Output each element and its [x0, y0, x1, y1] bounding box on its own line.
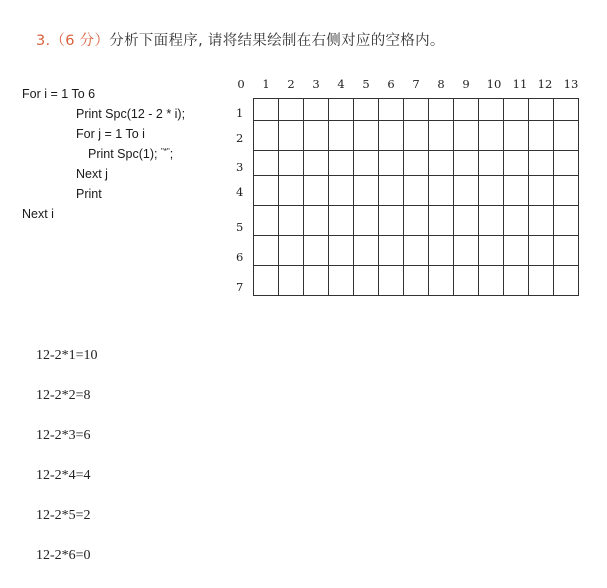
grid-cell[interactable] [279, 151, 304, 176]
grid-cell[interactable] [529, 266, 554, 296]
code-line-next-i: Next i [22, 207, 54, 221]
code-line-next-j: Next j [76, 167, 108, 181]
grid-cell[interactable] [429, 206, 454, 236]
grid-cell[interactable] [554, 151, 579, 176]
grid-cell[interactable] [429, 121, 454, 151]
grid-cell[interactable] [454, 121, 479, 151]
grid-cell[interactable] [479, 121, 504, 151]
column-label: 10 [486, 77, 502, 91]
column-label: 11 [512, 77, 528, 91]
grid-cell[interactable] [504, 206, 529, 236]
column-label: 5 [362, 77, 370, 91]
column-label: 2 [287, 77, 295, 91]
answer-line: 12-2*6=0 [36, 548, 91, 563]
grid-cell[interactable] [454, 236, 479, 266]
grid-cell[interactable] [404, 151, 429, 176]
answer-line: 12-2*4=4 [36, 468, 91, 483]
grid-cell[interactable] [354, 266, 379, 296]
grid-cell[interactable] [254, 121, 279, 151]
grid-cell[interactable] [529, 206, 554, 236]
grid-cell[interactable] [479, 99, 504, 121]
grid-cell[interactable] [304, 176, 329, 206]
grid-table [253, 98, 579, 296]
grid-cell[interactable] [254, 176, 279, 206]
column-label: 3 [312, 77, 320, 91]
grid-cell[interactable] [304, 236, 329, 266]
grid-cell[interactable] [429, 99, 454, 121]
grid-cell[interactable] [554, 176, 579, 206]
grid-cell[interactable] [354, 176, 379, 206]
answer-grid [253, 98, 579, 296]
grid-cell[interactable] [504, 121, 529, 151]
grid-cell[interactable] [404, 266, 429, 296]
grid-cell[interactable] [379, 99, 404, 121]
grid-cell[interactable] [354, 121, 379, 151]
grid-cell[interactable] [529, 176, 554, 206]
grid-cell[interactable] [529, 236, 554, 266]
grid-row [254, 206, 579, 236]
grid-cell[interactable] [329, 121, 354, 151]
grid-cell[interactable] [554, 266, 579, 296]
grid-cell[interactable] [279, 99, 304, 121]
grid-cell[interactable] [279, 121, 304, 151]
column-label: 7 [412, 77, 420, 91]
grid-cell[interactable] [379, 236, 404, 266]
row-label: 2 [236, 131, 244, 145]
column-label: 13 [563, 77, 579, 91]
grid-cell[interactable] [454, 176, 479, 206]
grid-cell[interactable] [554, 99, 579, 121]
grid-cell[interactable] [504, 151, 529, 176]
grid-cell[interactable] [504, 236, 529, 266]
grid-cell[interactable] [329, 206, 354, 236]
row-label: 6 [236, 250, 244, 264]
code-line-for-i: For i = 1 To 6 [22, 87, 96, 101]
answer-line: 12-2*5=2 [36, 508, 91, 523]
grid-cell[interactable] [479, 151, 504, 176]
code-print-spc1: Print Spc(1); [88, 147, 161, 161]
grid-cell[interactable] [304, 121, 329, 151]
grid-cell[interactable] [554, 236, 579, 266]
grid-cell[interactable] [279, 176, 304, 206]
code-line-for-j: For j = 1 To i [76, 127, 145, 141]
question-text: 分析下面程序, 请将结果绘制在右侧对应的空格内。 [109, 33, 445, 49]
grid-cell[interactable] [279, 236, 304, 266]
grid-cell[interactable] [404, 236, 429, 266]
grid-cell[interactable] [504, 266, 529, 296]
grid-row [254, 266, 579, 296]
grid-cell[interactable] [379, 121, 404, 151]
grid-row [254, 176, 579, 206]
column-label: 12 [537, 77, 553, 91]
grid-cell[interactable] [354, 99, 379, 121]
grid-cell[interactable] [529, 121, 554, 151]
answer-line: 12-2*3=6 [36, 428, 91, 443]
grid-cell[interactable] [304, 266, 329, 296]
column-label: 1 [262, 77, 270, 91]
grid-cell[interactable] [329, 99, 354, 121]
grid-cell[interactable] [254, 99, 279, 121]
grid-cell[interactable] [329, 151, 354, 176]
grid-cell[interactable] [254, 266, 279, 296]
grid-cell[interactable] [379, 266, 404, 296]
grid-cell[interactable] [329, 266, 354, 296]
grid-cell[interactable] [379, 176, 404, 206]
grid-cell[interactable] [279, 206, 304, 236]
column-label: 8 [437, 77, 445, 91]
grid-cell[interactable] [529, 99, 554, 121]
grid-cell[interactable] [404, 206, 429, 236]
grid-cell[interactable] [454, 266, 479, 296]
grid-cell[interactable] [454, 206, 479, 236]
row-label: 5 [236, 220, 244, 234]
grid-cell[interactable] [304, 151, 329, 176]
grid-cell[interactable] [479, 176, 504, 206]
grid-row [254, 236, 579, 266]
grid-cell[interactable] [429, 151, 454, 176]
grid-cell[interactable] [404, 99, 429, 121]
grid-cell[interactable] [279, 266, 304, 296]
grid-cell[interactable] [254, 151, 279, 176]
grid-cell[interactable] [554, 121, 579, 151]
code-line-print-spc: Print Spc(12 - 2 * i); [76, 107, 186, 121]
grid-cell[interactable] [479, 266, 504, 296]
question-title [36, 29, 445, 50]
grid-cell[interactable] [479, 206, 504, 236]
column-label: 9 [462, 77, 470, 91]
grid-cell[interactable] [504, 176, 529, 206]
grid-cell[interactable] [379, 151, 404, 176]
grid-row [254, 151, 579, 176]
answer-line: 12-2*2=8 [36, 388, 91, 403]
grid-cell[interactable] [354, 236, 379, 266]
row-label: 1 [236, 106, 244, 120]
grid-cell[interactable] [379, 206, 404, 236]
column-label: 0 [237, 77, 245, 91]
grid-cell[interactable] [429, 236, 454, 266]
grid-cell[interactable] [404, 176, 429, 206]
grid-cell[interactable] [454, 99, 479, 121]
answer-line: 12-2*1=10 [36, 348, 98, 363]
grid-cell[interactable] [329, 236, 354, 266]
question-number: 3.（6 分） [36, 33, 110, 49]
grid-cell[interactable] [254, 236, 279, 266]
grid-row [254, 99, 579, 121]
grid-cell[interactable] [354, 206, 379, 236]
grid-cell[interactable] [454, 151, 479, 176]
grid-cell[interactable] [329, 176, 354, 206]
grid-cell[interactable] [254, 206, 279, 236]
code-star-literal: "*" [160, 147, 170, 156]
grid-cell[interactable] [304, 206, 329, 236]
code-semicolon: ; [169, 147, 174, 161]
row-label: 7 [236, 280, 244, 294]
grid-cell[interactable] [529, 151, 554, 176]
grid-cell[interactable] [304, 99, 329, 121]
code-line-print-star [88, 147, 173, 161]
grid-cell[interactable] [504, 99, 529, 121]
column-label: 4 [337, 77, 345, 91]
grid-cell[interactable] [404, 121, 429, 151]
grid-cell[interactable] [479, 236, 504, 266]
code-line-print: Print [76, 187, 102, 201]
row-label: 4 [236, 185, 244, 199]
grid-cell[interactable] [354, 151, 379, 176]
grid-cell[interactable] [554, 206, 579, 236]
grid-row [254, 121, 579, 151]
row-label: 3 [236, 160, 244, 174]
grid-cell[interactable] [429, 266, 454, 296]
grid-cell[interactable] [429, 176, 454, 206]
column-label: 6 [387, 77, 395, 91]
